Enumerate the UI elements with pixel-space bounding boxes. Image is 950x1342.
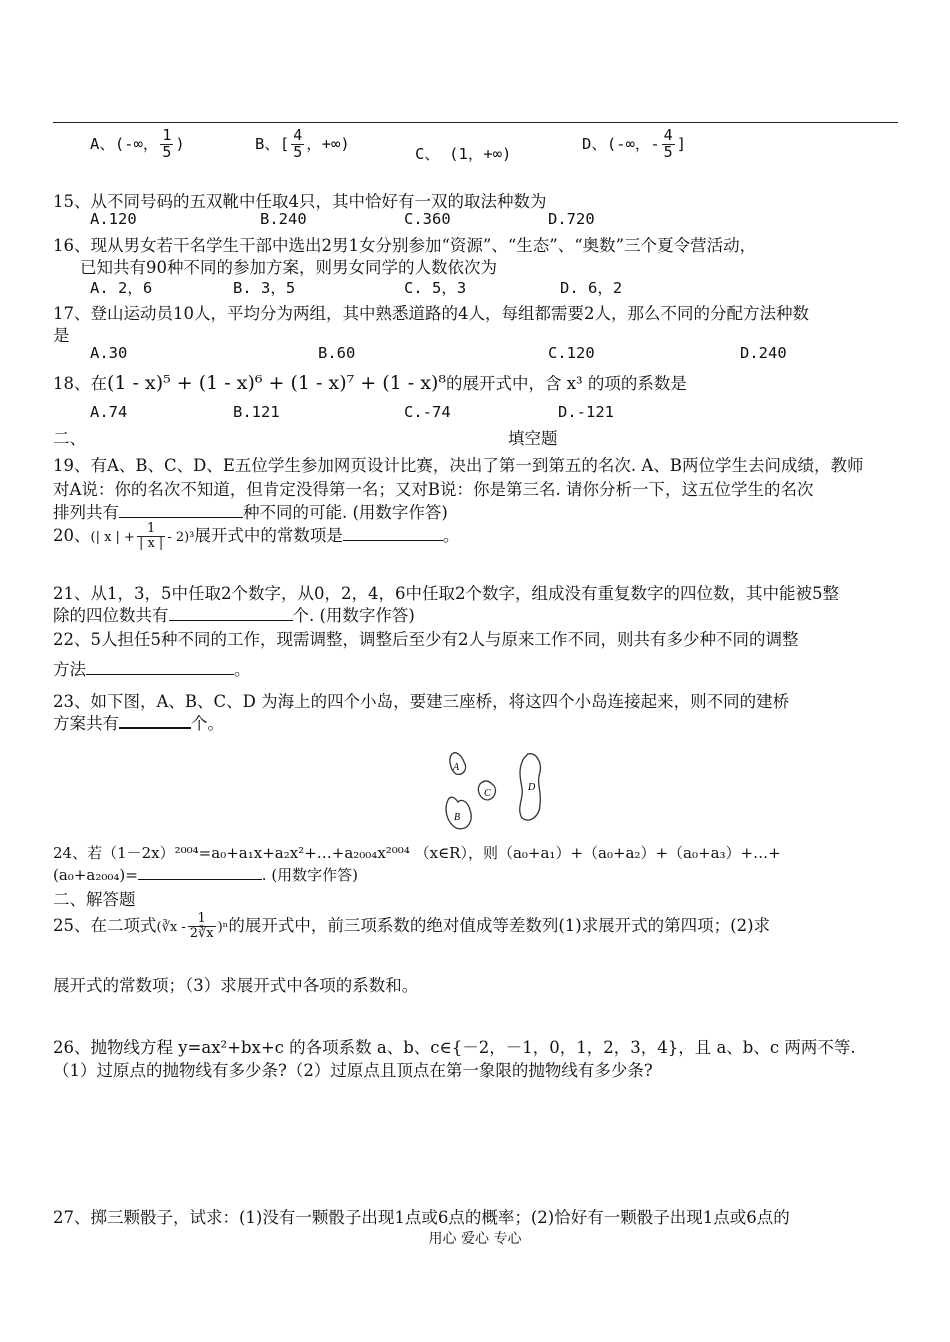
q18-expression: (1 - x)⁵ + (1 - x)⁶ + (1 - x)⁷ + (1 - x)⁸ (107, 372, 446, 394)
q20-answer-blank[interactable] (343, 526, 443, 541)
q22-line2: 方法 。 (53, 660, 251, 679)
island-d-label: D (528, 782, 536, 793)
q15-option-a: A.120 (90, 210, 137, 228)
q23-line1: 23、如下图，A、B、C、D 为海上的四个小岛，要建三座桥，将这四个小岛连接起来，则不同的建桥 (53, 692, 790, 711)
section2-title: 填空题 (508, 429, 558, 448)
q14-option-d: D、(-∞，- $\frac{4}{5}$ ] (582, 126, 687, 161)
q16-line1: 16、现从男女若干名学生干部中选出2男1女分别参加“资源”、“生态”、“奥数”三个夏令营活动， (53, 236, 757, 255)
island-a-label: A (453, 762, 460, 773)
q15-stem: 15、从不同号码的五双靴中任取4只，其中恰好有一双的取法种数为 (53, 192, 547, 211)
q22-answer-blank[interactable] (86, 660, 234, 675)
q23-line2: 方案共有 个。 (53, 714, 224, 733)
q14-option-b: B、[ $\frac{4}{5}$ ，+∞) (255, 126, 350, 161)
q17-option-c: C.120 (548, 344, 595, 362)
q19-line3: 排列共有 种不同的可能. (用数字作答) (53, 503, 448, 522)
q25-line1: 25、在二项式(∛x - $\frac{1}{2∛x}$ )ⁿ的展开式中，前三项系数的绝对值成等差数列(1)求展开式的第四项；(2)求 (53, 911, 771, 941)
q26-line1: 26、抛物线方程 y=ax²+bx+c 的各项系数 a、b、c∈{－2，－1，0，1，2，3，4}，且 a、b、c 两两不等. (53, 1038, 856, 1057)
island-c-label: C (484, 788, 491, 799)
q23-answer-blank[interactable] (119, 713, 191, 729)
q19-answer-blank[interactable] (119, 503, 243, 518)
islands-figure (440, 748, 560, 838)
q19-line1: 19、有A、B、C、D、E五位学生参加网页设计比赛，决出了第一到第五的名次. A、B两位学生去问成绩，教师 (53, 456, 864, 475)
q16-line2: 已知共有90种不同的参加方案，则男女同学的人数依次为 (80, 258, 497, 277)
q15-option-d: D.720 (548, 210, 595, 228)
header-rule (53, 122, 898, 123)
q26-line2: （1）过原点的抛物线有多少条?（2）过原点且顶点在第一象限的抛物线有多少条? (53, 1061, 653, 1080)
q17-option-b: B.60 (318, 344, 356, 362)
section3-title: 二、解答题 (53, 890, 136, 909)
island-b-label: B (454, 812, 461, 823)
q24-answer-blank[interactable] (138, 865, 262, 880)
section2-number: 二、 (53, 429, 86, 448)
q25-line2: 展开式的常数项；（3）求展开式中各项的系数和。 (53, 976, 419, 995)
q14-option-a: A、(-∞， $\frac{1}{5}$ ) (90, 126, 185, 161)
q18-option-b: B.121 (233, 403, 280, 421)
q16-option-a: A. 2，6 (90, 279, 153, 297)
q20-stem: 20、(| x | + $\frac{1}{| x |}$ - 2)³展开式中的常数项是 。 (53, 521, 460, 551)
q17-option-d: D.240 (740, 344, 787, 362)
q17-option-a: A.30 (90, 344, 128, 362)
q24-line1: 24、若（1－2x）²⁰⁰⁴=a₀+a₁x+a₂x²+…+a₂₀₀₄x²⁰⁰⁴ （x∈R），则（a₀+a₁）+（a₀+a₂）+（a₀+a₃）+…+ (53, 844, 781, 862)
q17-line1: 17、登山运动员10人，平均分为两组，其中熟悉道路的4人，每组都需要2人，那么不同的分配方法种数 (53, 304, 809, 323)
q19-line2: 对A说：你的名次不知道，但肯定没得第一名；又对B说：你是第三名. 请你分析一下，这五位学生的名次 (53, 480, 814, 499)
q18-stem: 18、在(1 - x)⁵ + (1 - x)⁶ + (1 - x)⁷ + (1 - x)⁸的展开式中，含 x³ 的项的系数是 (53, 372, 687, 394)
q16-option-b: B. 3，5 (233, 279, 296, 297)
q24-line2: (a₀+a₂₀₀₄)= . (用数字作答) (53, 866, 359, 884)
q15-option-c: C.360 (404, 210, 451, 228)
q21-line2: 除的四位数共有 个. (用数字作答) (53, 606, 415, 625)
q21-answer-blank[interactable] (169, 606, 293, 621)
q18-option-c: C.-74 (404, 403, 451, 421)
q18-option-a: A.74 (90, 403, 128, 421)
q16-option-d: D. 6，2 (560, 279, 623, 297)
q16-option-c: C. 5，3 (404, 279, 467, 297)
page-footer: 用心 爱心 专心 (428, 1231, 522, 1247)
q18-option-d: D.-121 (558, 403, 614, 421)
q14-option-c: C、 (1，+∞) (415, 145, 512, 163)
q17-line2: 是 (53, 326, 70, 345)
q27-line1: 27、掷三颗骰子，试求：(1)没有一颗骰子出现1点或6点的概率；(2)恰好有一颗骰子出现1点或6点的 (53, 1208, 790, 1227)
q15-option-b: B.240 (260, 210, 307, 228)
q21-line1: 21、从1，3，5中任取2个数字，从0，2，4，6中任取2个数字，组成没有重复数字的四位数，其中能被5整 (53, 584, 839, 603)
q22-line1: 22、5人担任5种不同的工作，现需调整，调整后至少有2人与原来工作不同，则共有多少种不同的调整 (53, 630, 799, 649)
